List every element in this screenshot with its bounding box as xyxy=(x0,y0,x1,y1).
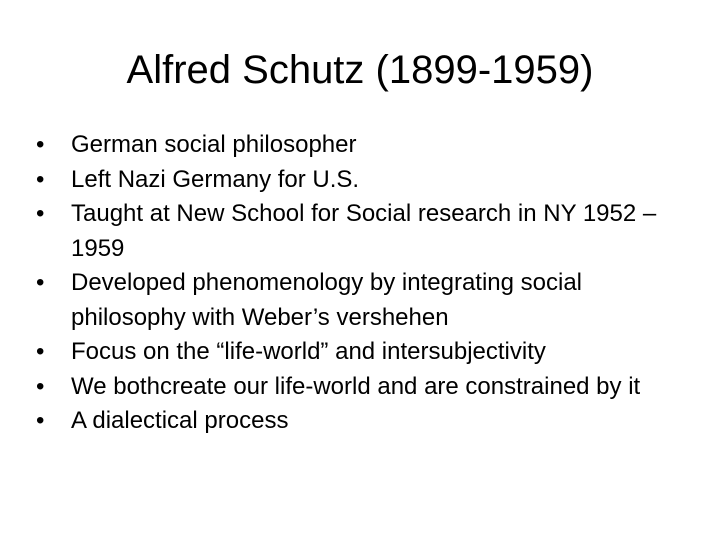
bullet-item xyxy=(36,128,686,163)
bullet-marker: • xyxy=(36,407,45,434)
slide-title: Alfred Schutz (1899-1959) xyxy=(126,48,594,92)
bullet-text: A dialectical process xyxy=(71,407,289,434)
bullet-text: Focus on the “life-world” and intersubjectivity xyxy=(71,338,546,365)
bullet-item xyxy=(36,197,686,266)
bullet-item xyxy=(36,266,686,335)
bullet-marker: • xyxy=(36,269,45,296)
bullet-text: Taught at New School for Social research in NY 1952 – 1959 xyxy=(71,200,657,262)
bullet-marker: • xyxy=(36,200,45,227)
bullet-marker: • xyxy=(36,131,45,158)
bullet-text: Developed phenomenology by integrating social philosophy with Weber’s vershehen xyxy=(71,269,583,331)
bullet-item xyxy=(36,163,686,198)
bullet-text: We bothcreate our life-world and are constrained by it xyxy=(71,372,641,400)
bullet-marker: • xyxy=(36,338,45,365)
bullet-text: German social philosopher xyxy=(71,131,357,158)
bullet-item xyxy=(36,335,686,370)
bullet-item xyxy=(36,370,686,405)
bullet-marker: • xyxy=(36,372,45,400)
bullet-marker: • xyxy=(36,165,45,193)
bullet-item xyxy=(36,404,686,439)
bullet-list xyxy=(36,128,686,439)
bullet-text: Left Nazi Germany for U.S. xyxy=(71,165,360,193)
